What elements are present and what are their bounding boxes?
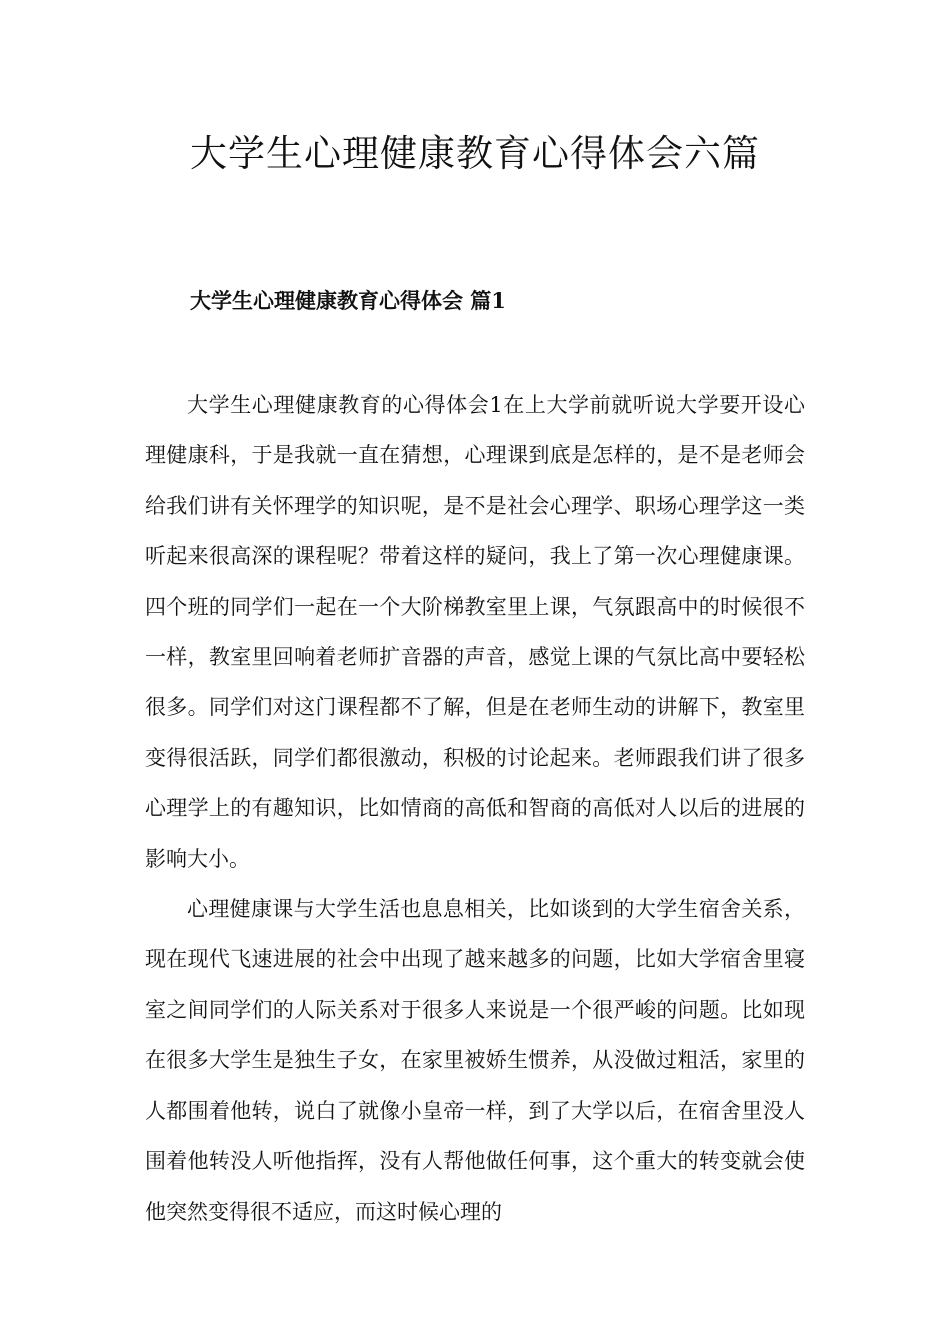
paragraph-2: 心理健康课与大学生活也息息相关，比如谈到的大学生宿舍关系，现在现代飞速进展的社会中出现了越来越多的问题，比如大学宿舍里寝室之间同学们的人际关系对于很多人来说是一个很严峻的问题。比如现在很多大学生是独生子女，在家里被娇生惯养，从没做过粗活，家里的人都围着他转，说白了就像小皇帝一样，到了大学以后，在宿舍里没人围着他转没人听他指挥，没有人帮他做任何事，这个重大的转变就会使他突然变得很不适应，而这时候心理的	[145, 897, 805, 1224]
document-body	[145, 380, 805, 1237]
section-heading: 大学生心理健康教育心得体会 篇1	[190, 288, 506, 313]
document-title: 大学生心理健康教育心得体会六篇	[190, 132, 760, 175]
paragraph-1: 大学生心理健康教育的心得体会1在上大学前就听说大学要开设心理健康科，于是我就一直在猜想，心理课到底是怎样的，是不是老师会给我们讲有关怀理学的知识呢，是不是社会心理学、职场心理学这一类听起来很高深的课程呢？带着这样的疑问，我上了第一次心理健康课。四个班的同学们一起在一个大阶梯教室里上课，气氛跟高中的时候很不一样，教室里回响着老师扩音器的声音，感觉上课的气氛比高中要轻松很多。同学们对这门课程都不了解，但是在老师生动的讲解下，教室里变得很活跃，同学们都很激动，积极的讨论起来。老师跟我们讲了很多心理学上的有趣知识，比如情商的高低和智商的高低对人以后的进展的影响大小。	[145, 393, 805, 871]
